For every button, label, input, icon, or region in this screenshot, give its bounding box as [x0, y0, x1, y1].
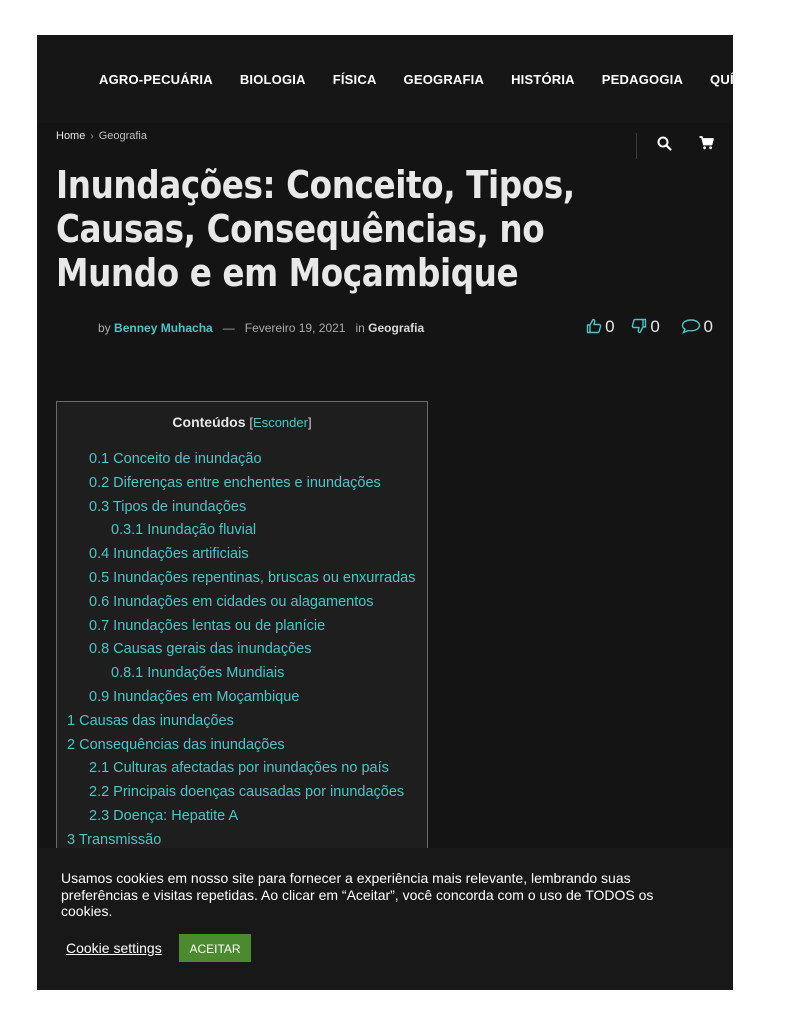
toc-header: [57, 414, 427, 430]
toc-link[interactable]: 3 Transmissão: [67, 831, 162, 848]
nav-item-historia[interactable]: HISTÓRIA: [511, 72, 575, 87]
article-meta: [98, 321, 424, 335]
accept-cookies-button[interactable]: ACEITAR: [179, 934, 251, 962]
thumbs-up-icon: [586, 318, 602, 334]
toc-link[interactable]: 0.3 Tipos de inundações: [89, 498, 247, 515]
in-label: in: [355, 321, 365, 335]
article-title: Inundações: Conceito, Tipos, Causas, Consequências, no Mundo e em Moçambique: [56, 163, 575, 295]
cart-icon[interactable]: [699, 136, 714, 155]
article-reactions: [574, 317, 713, 337]
comment-bubble-icon: [681, 318, 701, 334]
like-count: 0: [605, 317, 615, 336]
cookie-settings-link[interactable]: Cookie settings: [66, 940, 162, 956]
toc-link[interactable]: 0.3.1 Inundação fluvial: [111, 522, 257, 539]
nav-item-fisica[interactable]: FÍSICA: [332, 72, 377, 87]
breadcrumb-separator: ›: [90, 131, 94, 142]
meta-dash: —: [222, 321, 235, 335]
toc-link[interactable]: 2.2 Principais doenças causadas por inundações: [89, 784, 405, 801]
breadcrumb-home-link[interactable]: Home: [56, 130, 86, 142]
dislike-button[interactable]: [631, 317, 659, 337]
toc-link[interactable]: 0.1 Conceito de inundação: [89, 451, 262, 467]
publish-date: Fevereiro 19, 2021: [244, 321, 346, 335]
toc-bracket-close: ]: [307, 415, 312, 430]
header-tools: [636, 133, 734, 159]
toc-link[interactable]: 0.4 Inundações artificiais: [89, 546, 249, 563]
toc-link[interactable]: 0.8 Causas gerais das inundações: [89, 641, 312, 658]
nav-item-pedagogia[interactable]: PEDAGOGIA: [601, 72, 684, 87]
by-label: by: [98, 321, 111, 335]
nav-item-agro-pecuaria[interactable]: AGRO-PECUÁRIA: [99, 72, 213, 87]
nav-item-geografia[interactable]: GEOGRAFIA: [403, 72, 485, 87]
toc-link[interactable]: 0.2 Diferenças entre enchentes e inundações: [89, 474, 381, 491]
thumbs-down-icon: [631, 318, 647, 334]
category-link[interactable]: Geografia: [368, 321, 425, 335]
toc-title: Conteúdos: [172, 414, 246, 430]
cookie-message: Usamos cookies em nosso site para fornecer a experiência mais relevante, lembrando suas preferências e visitas repetidas. Ao clicar em “Aceitar”, você concorda com o uso de TODOS os cookies.: [61, 870, 654, 919]
table-of-contents: [56, 401, 428, 873]
toc-link[interactable]: 2 Consequências das inundações: [67, 736, 285, 753]
nav-menu: [99, 71, 795, 89]
page-frame: [37, 35, 768, 990]
toc-link[interactable]: 2.3 Doença: Hepatite A: [89, 807, 239, 824]
toc-link[interactable]: 0.5 Inundações repentinas, bruscas ou enxurradas: [89, 569, 416, 586]
toc-toggle-link[interactable]: Esconder: [253, 415, 308, 430]
search-icon[interactable]: [657, 136, 672, 156]
author-link[interactable]: Benney Muhacha: [114, 321, 213, 335]
top-navigation: [37, 35, 768, 123]
toc-bracket-open: [: [249, 415, 254, 430]
toc-list: [57, 448, 415, 853]
nav-item-quimica[interactable]: QUÍMICA: [710, 72, 768, 87]
breadcrumb: [56, 130, 147, 142]
breadcrumb-current-link[interactable]: Geografia: [98, 130, 147, 142]
toc-link[interactable]: 0.7 Inundações lentas ou de planície: [89, 617, 326, 634]
comment-count: 0: [703, 317, 713, 336]
dislike-count: 0: [650, 317, 660, 336]
toc-link[interactable]: 0.8.1 Inundações Mundiais: [111, 665, 285, 682]
toc-link[interactable]: 2.1 Culturas afectadas por inundações no país: [89, 760, 389, 777]
toc-link[interactable]: 1 Causas das inundações: [67, 712, 234, 729]
comments-button[interactable]: [681, 317, 713, 337]
nav-item-biologia[interactable]: BIOLOGIA: [239, 72, 306, 87]
cookie-consent-banner: [37, 848, 733, 990]
like-button[interactable]: [586, 317, 614, 337]
toc-link[interactable]: 0.9 Inundações em Moçambique: [89, 688, 300, 705]
toc-link[interactable]: 0.6 Inundações em cidades ou alagamentos: [89, 593, 374, 610]
